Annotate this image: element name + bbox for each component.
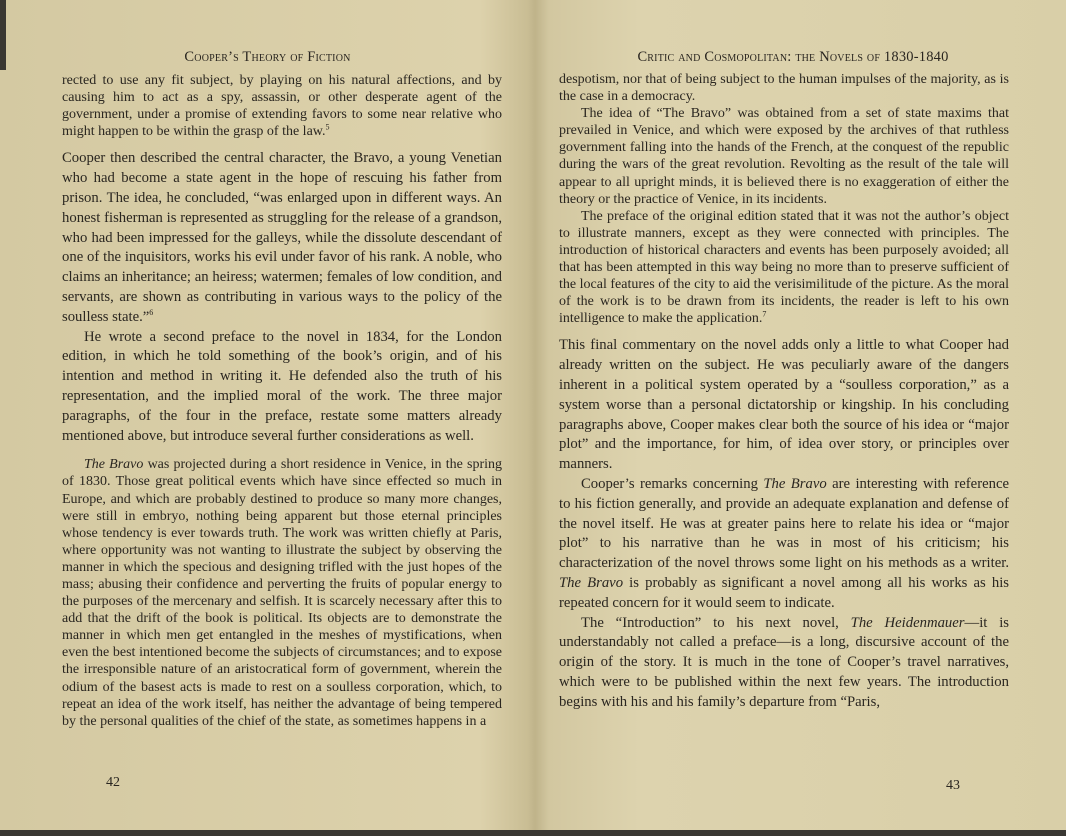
book-title: The Bravo (559, 574, 624, 591)
paragraph-cooper-remarks (559, 475, 1009, 614)
right-page-text (559, 71, 1009, 713)
paragraph-text: The “Introduction” to his next novel, (581, 614, 851, 631)
left-page-text (62, 72, 502, 730)
extract-continuation (62, 72, 502, 140)
paragraph-text: is probably as significant a novel among all his works as his repeated concern for it would seem to indicate. (559, 574, 1009, 611)
left-page-number: 42 (106, 775, 120, 790)
left-running-head: Cooper’s Theory of Fiction (184, 49, 351, 65)
right-running-head: Critic and Cosmopolitan: the Novels of 1830-1840 (637, 49, 949, 65)
extract-original-preface (559, 208, 1009, 328)
extract-text: rected to use any fit subject, by playing on his natural affections, and by causing him to act as a spy, assassin, or other desperate agent of the government, under a promise of extending favors to some near relative who might happen to be within the grasp of the law. (62, 73, 502, 140)
book-title: The Heidenmauer (850, 614, 965, 631)
left-page (0, 0, 533, 830)
window-bottom-edge (0, 830, 1066, 836)
footnote-ref: 5 (325, 122, 330, 132)
extract-text: was projected during a short residence in Venice, in the spring of 1830. Those great political events which have since effected so much in Europe, and which are probably destined to produce so many more changes, were still in embryo, nothing being apparent but those eternal principles whose tendency is ever towards truth. The work was written chiefly at Paris, where opportunity was not wanting to illustrate the subject by observing the manner in which the specious and designing trifled with the just hopes of the mass; abusing their confidence and perverting the fruits of popular energy to the purposes of the mercenary and selfish. It is scarcely necessary after this to add that the drift of the book is political. Its objects are to demonstrate the manner in which men get entangled in the meshes of mystifications, when even the best intentioned become the subjects of circumstances; and to expose the irresponsible nature of an aristocratical form of government, wherein the odium of the basest acts is made to rest on a soulless corporation, which, to repeat an idea of the work itself, has neither the advantage of being tempered by the personal qualities of the chief of the state, as sometimes happens in a (62, 457, 502, 729)
paragraph-bravo-character (62, 149, 502, 327)
book-title: The Bravo (84, 457, 144, 473)
right-page-number: 43 (946, 778, 960, 793)
extract-state-maxims: The idea of “The Bravo” was obtained from a set of state maxims that prevailed in Venice, and which were exposed by the archives of that ruthless government falling into the hands of the French, at the conquest of the republic during the wars of the great revolution. Revolting as the result of the tale will appear to all upright minds, it is believed there is no exaggeration of either the theory or the practice of Venice, in its incidents. (559, 106, 1009, 207)
footnote-ref: 7 (762, 309, 767, 319)
paragraph-second-preface: He wrote a second preface to the novel in 1834, for the London edition, in which he told something of the book’s origin, and of his intention and method in writing it. He defended also the truth of his representation, and the implied moral of the work. The three major paragraphs, of the four in the preface, restate some matters already mentioned above, but introduce several further considerations as well. (62, 328, 502, 444)
paragraph-text: Cooper’s remarks concerning (581, 475, 764, 492)
paragraph-heidenmauer (559, 614, 1009, 713)
extract-preface-1834 (62, 456, 502, 730)
paragraph-text: are interesting with reference to his fiction generally, and provide an adequate explanation and defense of the novel itself. He was at greater pains here to relate his idea or “major plot” to his narrative than he was in most of his criticism; his characterization of the novel throws some light on his methods as a writer. (559, 475, 1009, 572)
right-page (533, 0, 1066, 830)
book-title: The Bravo (763, 475, 827, 492)
paragraph-text: Cooper then described the central character, the Bravo, a young Venetian who had become a state agent in the hope of rescuing his father from prison. The idea, he concluded, “was enlarged upon in different ways. An honest fisherman is represented as struggling for the release of a grandson, who had been impressed for the galleys, while the dissolute descendant of one of the inquisitors, works his evil under favor of his rank. A noble, who claims an inheritance; an heiress; watermen; females of low condition, and servants, are shown as contributing in various ways to the policy of the soulless state.” (62, 150, 502, 325)
footnote-ref: 6 (149, 307, 154, 317)
extract-continuation: despotism, nor that of being subject to the human impulses of the majority, as is the case in a democracy. (559, 72, 1009, 105)
paragraph-final-commentary: This final commentary on the novel adds only a little to what Cooper had already written on the subject. He was peculiarly aware of the dangers inherent in a political system operated by a “soulless corporation,” as a system worse than a personal dictatorship or kingship. In his concluding paragraphs above, Cooper makes clear both the source of his idea or “major plot” and the importance, for him, of idea over story, or principles over manners. (559, 337, 1009, 473)
extract-text: The preface of the original edition stated that it was not the author’s object to illustrate manners, except as they were connected with principles. The introduction of historical characters and events has been purposely avoided; all that has been attempted in this way being no more than to preserve sufficient of the local features of the city to aid the verisimilitude of the picture. As the moral of the work is to be drawn from its incidents, the reader is left to his own intelligence to make the application. (559, 208, 1009, 327)
paragraph-text: —it is understandably not called a preface—is a long, discursive account of the origin of the story. It is much in the tone of Cooper’s travel narratives, which were to be published within the next few years. The introduction begins with his and his family’s departure from “Paris, (559, 614, 1009, 710)
